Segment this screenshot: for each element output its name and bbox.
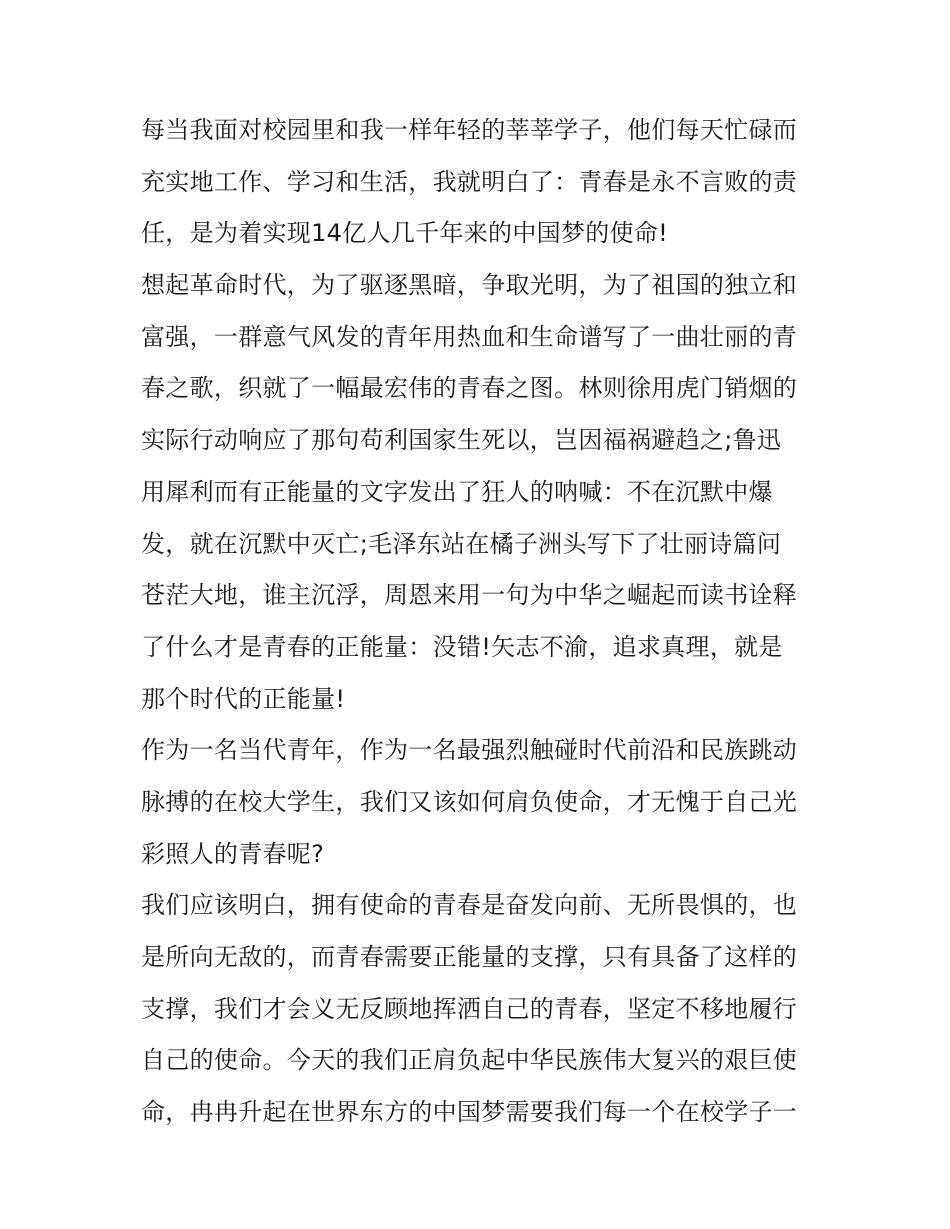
- text-line: 作为一名当代青年，作为一名最强烈触碰时代前沿和民族跳动: [141, 736, 798, 765]
- text-line: 实际行动响应了那句苟利国家生死以，岂因福祸避趋之;鲁迅: [141, 426, 782, 455]
- text-line: 自己的使命。今天的我们正肩负起中华民族伟大复兴的艰巨使: [141, 1046, 798, 1075]
- text-line: 那个时代的正能量!: [141, 684, 346, 713]
- text-line: 每当我面对校园里和我一样年轻的莘莘学子，他们每天忙碌而: [141, 116, 798, 144]
- text-line: 脉搏的在校大学生，我们又该如何肩负使命，才无愧于自己光: [141, 787, 798, 816]
- text-line: 富强，一群意气风发的青年用热血和生命谱写了一曲壮丽的青: [141, 322, 798, 351]
- text-line: 命，冉冉升起在世界东方的中国梦需要我们每一个在校学子一: [141, 1098, 798, 1127]
- text-line: 任，是为着实现14亿人几千年来的中国梦的使命!: [141, 219, 669, 248]
- text-line: 我们应该明白，拥有使命的青春是奋发向前、无所畏惧的，也: [141, 891, 798, 920]
- text-line: 彩照人的青春呢?: [141, 839, 325, 868]
- text-line: 春之歌，织就了一幅最宏伟的青春之图。林则徐用虎门销烟的: [141, 374, 798, 403]
- text-line: 充实地工作、学习和生活，我就明白了：青春是永不言败的责: [141, 167, 798, 196]
- text-line: 苍茫大地，谁主沉浮，周恩来用一句为中华之崛起而读书诠释: [141, 581, 798, 610]
- text-line: 想起革命时代，为了驱逐黑暗，争取光明，为了祖国的独立和: [141, 271, 798, 300]
- text-line: 发，就在沉默中灭亡;毛泽东站在橘子洲头写下了壮丽诗篇问: [141, 529, 782, 558]
- document-body: [141, 105, 821, 1139]
- text-line: 用犀利而有正能量的文字发出了狂人的呐喊：不在沉默中爆: [141, 477, 773, 506]
- text-line: 了什么才是青春的正能量：没错!矢志不渝，追求真理，就是: [141, 632, 783, 661]
- text-line: 支撑，我们才会义无反顾地挥洒自己的青春，坚定不移地履行: [141, 994, 798, 1023]
- text-line: 是所向无敌的，而青春需要正能量的支撑，只有具备了这样的: [141, 943, 798, 971]
